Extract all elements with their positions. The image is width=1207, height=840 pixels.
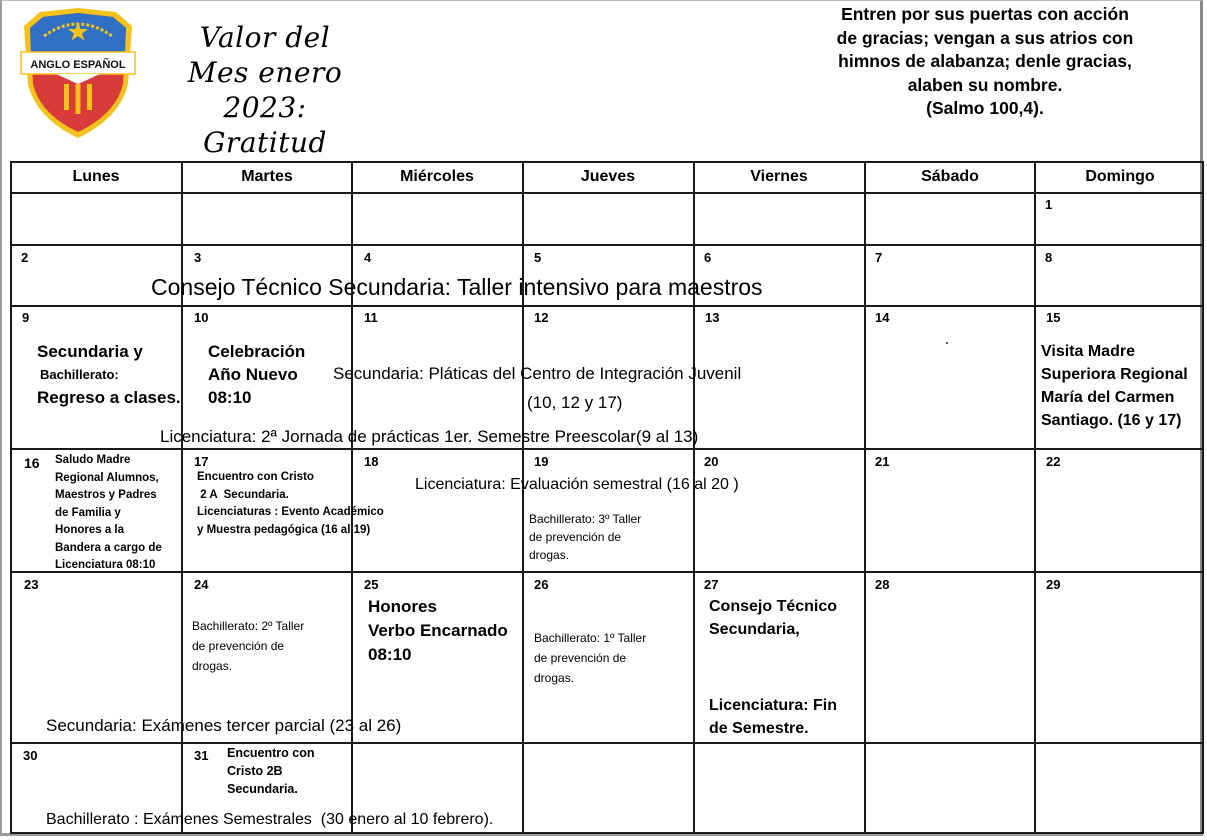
event-line: Cristo 2B bbox=[227, 764, 283, 778]
month-value-title bbox=[150, 20, 380, 160]
weekday-header-viernes: Viernes bbox=[750, 168, 808, 185]
title-line: Mes enero 2023: bbox=[187, 56, 343, 124]
event-line: de prevención de bbox=[192, 639, 285, 653]
event-line: Celebración bbox=[208, 342, 306, 361]
grid-line bbox=[10, 305, 1203, 307]
event-line: Secundaria. bbox=[227, 782, 298, 796]
event-taller-prevencion-1 bbox=[534, 628, 646, 688]
day-number: 21 bbox=[875, 454, 890, 469]
event-line: Santiago. (16 y 17) bbox=[1041, 412, 1182, 429]
day-number: 22 bbox=[1046, 454, 1061, 469]
grid-line bbox=[10, 571, 1203, 573]
event-encuentro-cristo-2b bbox=[227, 744, 315, 798]
day-number: 24 bbox=[194, 577, 209, 592]
day-number: 1 bbox=[1045, 197, 1053, 212]
event-line: drogas. bbox=[192, 659, 233, 673]
event-line: Encuentro con Cristo bbox=[197, 471, 314, 483]
event-examenes-tercer-parcial: Secundaria: Exámenes tercer parcial (23 al 26) bbox=[46, 716, 402, 735]
grid-line bbox=[522, 161, 524, 834]
event-line: y Muestra pedagógica (16 al 19) bbox=[197, 523, 371, 536]
event-line: Visita Madre bbox=[1041, 343, 1135, 360]
event-line: Bachillerato: 2º Taller bbox=[192, 619, 305, 633]
day-number: 12 bbox=[534, 310, 549, 325]
day-number: 29 bbox=[1046, 577, 1061, 592]
event-evaluacion-semestral: Licenciatura: Evaluación semestral (16 al 20 ) bbox=[415, 476, 739, 493]
event-consejo-tecnico-taller: Consejo Técnico Secundaria: Taller intensivo para maestros bbox=[151, 274, 763, 300]
weekday-header-martes: Martes bbox=[241, 168, 293, 185]
day-number: 14 bbox=[875, 310, 890, 325]
grid-line bbox=[693, 161, 695, 834]
event-line: Bachillerato: 1º Taller bbox=[534, 631, 647, 645]
psalm-line: alaben su nombre. bbox=[907, 74, 1063, 95]
day-number: 4 bbox=[364, 250, 372, 265]
psalm-line: himnos de alabanza; denle gracias, bbox=[838, 51, 1132, 71]
day-number: 31 bbox=[194, 748, 209, 763]
event-line: Secundaria, bbox=[709, 621, 800, 638]
event-platicas-cij bbox=[333, 359, 741, 417]
day-number: 6 bbox=[704, 250, 712, 265]
event-line: Encuentro con bbox=[227, 746, 315, 760]
day-number: 9 bbox=[22, 310, 30, 325]
event-line: Bachillerato: 3º Taller bbox=[529, 512, 642, 526]
title-line: Gratitud bbox=[203, 126, 327, 159]
day-number: 25 bbox=[364, 577, 379, 592]
event-line: Saludo Madre bbox=[55, 454, 131, 466]
day-number: 18 bbox=[364, 454, 379, 469]
psalm-line: Entren por sus puertas con acción bbox=[841, 4, 1129, 24]
event-line: Honores a la bbox=[55, 524, 125, 536]
psalm-quote bbox=[800, 3, 1170, 121]
event-honores-verbo-encarnado bbox=[368, 595, 508, 667]
day-number: 8 bbox=[1045, 250, 1053, 265]
day-number: 17 bbox=[194, 454, 209, 469]
grid-line bbox=[1034, 161, 1036, 834]
svg-text:ANGLO ESPAÑOL: ANGLO ESPAÑOL bbox=[30, 59, 126, 71]
day-number: 16 bbox=[24, 455, 40, 471]
weekday-header-sabado: Sábado bbox=[921, 168, 979, 185]
grid-line bbox=[10, 448, 1203, 450]
day-number: 28 bbox=[875, 577, 890, 592]
grid-line bbox=[10, 244, 1203, 246]
psalm-line: de gracias; vengan a sus atrios con bbox=[836, 27, 1134, 48]
event-line: Bachillerato: bbox=[40, 367, 119, 382]
event-line: 08:10 bbox=[208, 388, 252, 407]
event-spacer bbox=[709, 641, 837, 694]
grid-line bbox=[10, 832, 1203, 834]
day-number: 20 bbox=[704, 454, 719, 469]
event-examenes-semestrales: Bachillerato : Exámenes Semestrales (30 enero al 10 febrero). bbox=[46, 811, 494, 828]
event-line: Regional Alumnos, bbox=[55, 471, 159, 484]
event-line: Licenciatura 08:10 bbox=[55, 559, 156, 571]
weekday-header-miercoles: Miércoles bbox=[400, 168, 474, 185]
event-line: drogas. bbox=[529, 548, 570, 562]
grid-line bbox=[1202, 161, 1204, 834]
event-line: Licenciaturas : Evento Académico bbox=[197, 506, 384, 518]
event-encuentro-cristo-2a bbox=[197, 469, 384, 539]
day-number: 13 bbox=[705, 310, 720, 325]
school-crest-icon bbox=[16, 6, 140, 142]
event-line: Consejo Técnico bbox=[709, 598, 838, 615]
day-number: 10 bbox=[194, 310, 209, 325]
day-number: 23 bbox=[24, 577, 39, 592]
event-line: María del Carmen bbox=[1041, 389, 1175, 406]
grid-line bbox=[10, 161, 12, 834]
event-line: de Semestre. bbox=[709, 720, 809, 737]
day-number: 15 bbox=[1046, 310, 1061, 325]
title-line: Valor del bbox=[199, 21, 331, 54]
event-line: Maestros y Padres bbox=[55, 489, 157, 501]
day-number: 30 bbox=[23, 748, 38, 763]
day-number: 26 bbox=[534, 577, 549, 592]
weekday-header-domingo: Domingo bbox=[1085, 168, 1155, 185]
day-number: 7 bbox=[875, 250, 883, 265]
event-line: de prevención de bbox=[529, 530, 622, 544]
psalm-line: (Salmo 100,4). bbox=[926, 98, 1044, 118]
day-number: 19 bbox=[534, 454, 549, 469]
event-line: (10, 12 y 17) bbox=[527, 393, 623, 412]
event-visita-madre-superiora bbox=[1041, 340, 1188, 432]
day-number: 3 bbox=[194, 250, 202, 265]
event-line: Regreso a clases. bbox=[37, 388, 181, 407]
event-celebracion-ano-nuevo bbox=[208, 340, 305, 409]
event-taller-prevencion-3 bbox=[529, 510, 641, 564]
event-line: Secundaria: Pláticas del Centro de Integración Juvenil bbox=[333, 364, 742, 383]
event-line: Honores bbox=[368, 597, 437, 616]
event-line: de Familia y bbox=[55, 506, 121, 519]
stray-mark bbox=[946, 342, 948, 344]
event-line: Secundaria y bbox=[37, 342, 143, 361]
event-licenciatura-jornada: Licenciatura: 2ª Jornada de prácticas 1er. Semestre Preescolar(9 al 13) bbox=[160, 427, 699, 446]
event-line: Superiora Regional bbox=[1041, 366, 1188, 383]
event-regreso-clases bbox=[37, 340, 181, 409]
grid-line bbox=[10, 742, 1203, 744]
event-line: de prevención de bbox=[534, 651, 627, 665]
event-taller-prevencion-2 bbox=[192, 616, 304, 676]
event-line: 08:10 bbox=[368, 645, 412, 664]
event-saludo-madre-regional bbox=[55, 452, 162, 571]
event-line: Año Nuevo bbox=[208, 365, 298, 384]
weekday-header-jueves: Jueves bbox=[580, 168, 636, 185]
event-line: Licenciatura: Fin bbox=[709, 697, 838, 714]
event-consejo-tecnico-fin-semestre bbox=[709, 595, 837, 740]
event-line: Bandera a cargo de bbox=[55, 541, 162, 554]
day-number: 11 bbox=[364, 310, 378, 325]
event-line: 2 A Secundaria. bbox=[197, 488, 289, 501]
event-line: drogas. bbox=[534, 671, 575, 685]
day-number: 2 bbox=[21, 250, 29, 265]
grid-line bbox=[864, 161, 866, 834]
event-line: Verbo Encarnado bbox=[368, 621, 508, 640]
weekday-header-lunes: Lunes bbox=[72, 168, 120, 185]
day-number: 5 bbox=[534, 250, 542, 265]
day-number: 27 bbox=[704, 577, 719, 592]
